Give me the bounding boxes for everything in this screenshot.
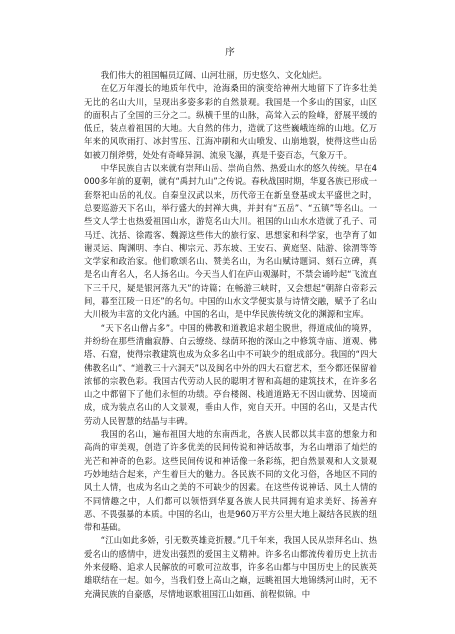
paragraph: 我们伟大的祖国幅员辽阔、山河壮丽，历史悠久、文化灿烂。 — [100, 70, 327, 80]
paragraph: 我国的名山，遍布祖国大地的东南西北，各族人民都以其丰富的想象力和高尚的审美观，创造了许多优美的民间传说和神话故事，为名山增添了灿烂的光芒和神奇的色彩。这些民间传说和神话像一条彩练，把自然景观和人文景观巧妙地结合起来，产生着巨大的魅力。各民族不同的文化习俗，各地区不同的风土人情，也成为名山之美的不可缺少的因素。在这些传说神话、风土人情的不同情趣之中，人们都可以领悟到华夏各族人民共同拥有追求美好、扬善弃恶、不畏强暴的本质。中国的名山，也是960万平方公里大地上凝结各民族的纽带和基础。 — [84, 429, 377, 533]
paragraph: 在亿万年漫长的地质年代中，沧海桑田的演变给神州大地留下了许多壮美无比的名山大川，呈现出多姿多彩的自然景观。我国是一个多山的国家，山区的面积占了全国的三分之二。纵横千里的山脉，高耸入云的险峰，舒展平缓的低丘，装点着祖国的大地。大自然的伟力，造就了这些巍峨连绵的山地。亿万年来的风吹雨打、冰封雪压、江海冲刷和火山喷发、山崩地裂，使得这些山岳如被刀削斧劈，处处有奇峰异洞、流泉飞瀑，真是千姿百态，气象万千。 — [84, 83, 377, 160]
document-title: 序 — [225, 47, 236, 58]
paragraph: 中华民族自古以来就有崇拜山岳、崇尚自然、热爱山水的悠久传统。早在4000多年前的夏朝，就有“禹封九山”之传说。春秋战国时期，华夏各族已形成一套祭祀山岳的礼仪。自秦皇汉武以来，历代帝王在新皇登基或太平盛世之时，总要巡游天下名山，举行盛大的封禅大典，并封有“五岳”、“五镇”等名山。一些文人学士也热爱祖国山水，游览名山大川。祖国的山山水水造就了孔子、司马迁、沈括、徐霞客、魏源这些伟大的旅行家、思想家和科学家，也孕育了如谢灵运、陶渊明、李白、柳宗元、苏东坡、王安石、黄庭坚、陆游、徐渭等等文学家和政治家。他们歌颂名山、赞美名山，为名山赋诗题词、刻石立碑，真是名山育名人，名人扬名山。今天当人们在庐山观瀑时，不禁会诵吟起“飞流直下三千尺，疑是银河落九天”的诗篇；在畅游三峡时，又会想起“朝辞白帝彩云间，暮至江陵一日还”的名句。中国的山水文学便实景与诗情交融，赋予了名山大川极为丰富的文化内涵。中国的名山，是中华民族传统文化的渊源和宝库。 — [84, 163, 377, 320]
paragraph: “天下名山僧占多”。中国的佛教和道教追求超尘脱世，得道成仙的境界，并纷纷在那些清幽寂静、白云缭绕、绿荫环抱的深山之中修筑寺庙、道观、佛塔、石窟，使得宗教建筑也成为众多名山中不可缺少的组成部分。我国的“四大佛教名山”、“道教三十六洞天”以及闽名中外的四大石窟艺术，至今都还保留着浓郁的宗教色彩。我国古代劳动人民的聪明才智和高超的建筑技术，在许多名山之中都留下了他们永恒的功绩。亭台楼阁、栈道道路无不因山就势、因境而成，成为装点名山的人文景观，垂由人作，宛自天开。中国的名山，又是古代劳动人民智慧的结晶与丰碑。 — [84, 322, 377, 426]
paragraph: “江山如此多娇，引无数英雄竞折腰。”几千年来，我国人民从崇拜名山、热爱名山的感情中，进发出强烈的爱国主义精神。许多名山都流传着历史上抗击外来侵略、追求人民解放的可歌可泣故事，许多名山都与中国历史上的民族英雄联结在一起。如今，当我们登上高山之巅，远眺祖国大地锦绣河山时，无不充满民族的自豪感，尽情地讴歌祖国江山如画、前程似锦。中 — [84, 535, 377, 599]
